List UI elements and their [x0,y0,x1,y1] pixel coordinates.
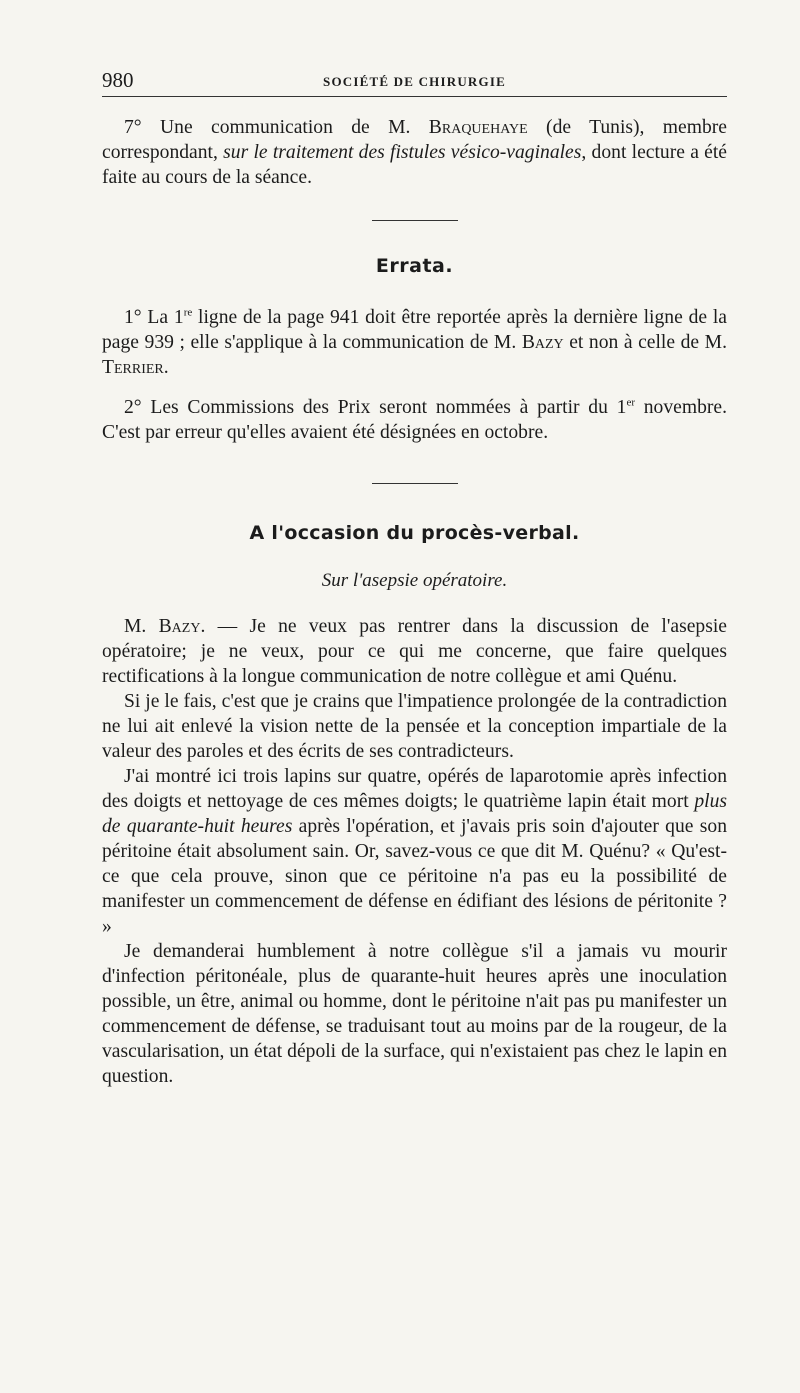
item7-mid: (de Tunis), membre correspondant, [102,117,727,163]
errata2-lead: 2° Les Commissions des Prix seront nommées à partir du 1 [124,397,627,418]
author-braquehaye: Braquehaye [428,117,528,138]
body-paragraph-2: Si je le fais, c'est que je crains que l'impatience prolongée de la contradiction ne lui ait enlevé la vision nette de la pensée et la conception impartiale de la valeur des paroles et des écrits de ses contradicteurs. [102,691,727,762]
section-divider [372,483,458,484]
body-paragraph-3 [102,764,727,939]
running-header [102,60,727,97]
name-terrier: Terrier [102,357,164,378]
errata-item-1 [102,305,727,380]
section-subheading: Sur l'asepsie opératoire. [321,570,508,591]
errata1-mid: et non à celle de M. [563,332,727,353]
paragraph-3-text-a: J'ai montré ici trois lapins sur quatre, opérés de laparotomie après infection des doigts et nettoyage de ces mêmes doigts; le quatrième lapin était mort [102,766,727,812]
errata1-text: ligne de la page 941 doit être reportée après la dernière ligne de la page 939 ; elle s'applique à la communication de M. [102,307,727,353]
section-heading: A l'occasion du procès-verbal. [249,522,580,544]
name-bazy: Bazy [521,332,564,353]
paragraph-3-text-b: après l'opération, et j'avais pris soin d'ajouter que son péritoine était absolument sain. Or, savez-vous ce que dit M. Quénu? « Qu'est-ce que cela prouve, sinon que ce péritoine n'a pas eu la possibilité de manifester un commencement de défense en édifiant des lésions de péritonite ? » [102,816,727,937]
paragraph-1-text: . — Je ne veux pas rentrer dans la discussion de l'asepsie opératoire; je ne veux, pour ce qui me concerne, que faire quelques rectifications à la longue communication de notre collègue et ami Quénu. [102,616,727,687]
errata-heading: Errata. [375,255,454,277]
speaker-prefix: M. [124,616,159,637]
item7-tail: , dont lecture a été faite au cours de la séance. [102,142,727,188]
section-divider [372,220,458,221]
body-paragraph-1 [102,614,727,689]
communication-title: sur le traitement des fistules vésico-vaginales [223,142,582,163]
errata2-sup: er [626,396,635,409]
paragraph-3-emphasis: plus de quarante-huit heures [102,791,727,837]
communication-item-7 [102,115,727,190]
body-paragraph-4: Je demanderai humblement à notre collègue s'il a jamais vu mourir d'infection péritonéale, plus de quarante-huit heures après une inoculation possible, un être, animal ou homme, dont le péritoine n'ait pas pu manifester un commencement de défense, se traduisant tout au moins par de la rougeur, de la vascularisation, un état dépoli de la surface, qui n'existaient pas chez le lapin en question. [102,941,727,1087]
document-page [102,60,727,1089]
errata2-tail: novembre. C'est par erreur qu'elles avaient été désignées en octobre. [102,397,727,443]
errata1-tail: . [163,357,169,378]
speaker-name: Bazy [158,616,201,637]
page-number: 980 [102,68,134,92]
journal-title: SOCIÉTÉ DE CHIRURGIE [323,74,506,89]
errata1-lead: 1° La 1 [124,307,184,328]
errata1-sup: re [183,306,193,319]
errata-item-2 [102,395,727,445]
item7-lead: 7° Une communication de M. [124,117,429,138]
